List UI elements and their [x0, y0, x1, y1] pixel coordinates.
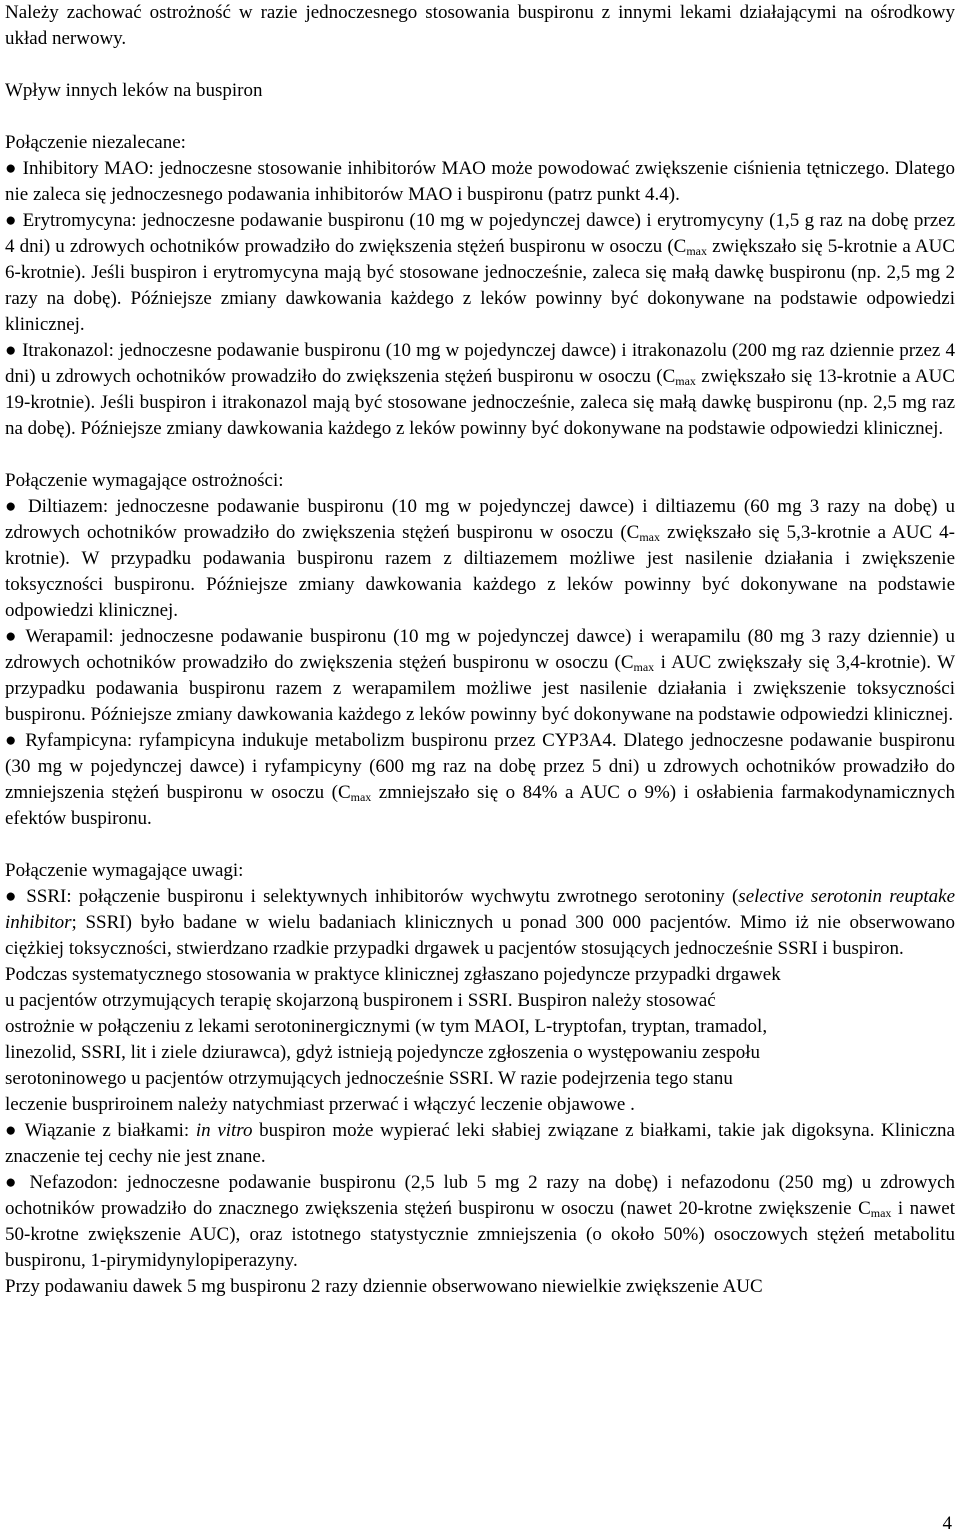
bullet-icon: ●	[5, 1172, 21, 1193]
intro-paragraph: Należy zachować ostrożność w razie jednoczesnego stosowania buspironu z innymi lekami działającymi na ośrodkowy układ nerwowy.	[5, 2, 955, 49]
item-text-cont: ; SSRI) było badane w wielu badaniach klinicznych u ponad 300 000 pacjentów. Mimo iż nie obserwowano ciężkiej toksyczności, stwierdzano rzadkie przypadki drgawek u pacjentów stosujących jednocześnie SSRI i buspiron.	[5, 912, 955, 959]
text-line: u pacjentów otrzymujących terapię skojarzoną buspironem i SSRI. Buspiron należy stosować	[5, 990, 716, 1011]
item-ssri	[5, 884, 955, 962]
item-text: Nefazodon: jednoczesne podawanie buspironu (2,5 lub 5 mg 2 razy na dobę) i nefazodonu (250 mg) u zdrowych ochotników prowadziło do znacznego zwiększenia stężeń buspironu w osoczu (nawet 20-krotne zwiększenie C	[5, 1172, 956, 1219]
item-text-cont: i nawet 50-krotne zwiększenie AUC), oraz istotnego statystycznie zmniejszenia (o około 50%) osoczowych stężeń metabolitu buspironu, 1-pirymidynylopiperazyny.	[5, 1198, 955, 1271]
subscript-max: max	[675, 374, 696, 388]
item-text: Erytromycyna: jednoczesne podawanie buspironu (10 mg w pojedynczej dawce) i erytromycyny (1,5 g raz na dobę przez 4 dni) u zdrowych ochotników prowadziło do zwiększenia stężeń buspironu w osoczu (C	[5, 210, 955, 257]
item-protein-binding	[5, 1118, 955, 1170]
subscript-max: max	[633, 660, 655, 674]
bullet-icon: ●	[5, 210, 18, 231]
ssri-followup-paragraph	[5, 962, 955, 1118]
item-itraconazole	[5, 338, 955, 442]
item-text: Itrakonazol: jednoczesne podawanie buspironu (10 mg w pojedynczej dawce) i itrakonazolu (200 mg raz dziennie przez 4 dni) u zdrowych ochotników prowadziło do zwiększenia stężeń buspironu w osoczu (C	[5, 340, 956, 387]
text-line: leczenie buspriroinem należy natychmiast przerwać i włączyć leczenie objawowe .	[5, 1094, 635, 1115]
item-text-cont: zwiększało się 5-krotnie a AUC 6-krotnie). Jeśli buspiron i erytromycyna mają być stosowane jednocześnie, zaleca się małą dawkę buspironu (np. 2,5 mg 2 razy na dobę). Późniejsze zmiany dawkowania każdego z leków powinny być dokonywane na podstawie odpowiedzi klinicznej.	[5, 236, 956, 335]
heading-caution: Połączenie wymagające ostrożności:	[5, 470, 284, 491]
item-nefazodone	[5, 1170, 955, 1274]
bullet-icon: ●	[5, 158, 18, 179]
item-text: Werapamil: jednoczesne podawanie buspironu (10 mg w pojedynczej dawce) i werapamilu (80 mg 3 razy dziennie) u zdrowych ochotników prowadziło do zwiększenia stężeń buspironu w osoczu (C	[5, 626, 955, 673]
item-rifampicin	[5, 728, 955, 832]
bullet-icon: ●	[5, 730, 19, 751]
section-heading-effects: Wpływ innych leków na buspiron	[5, 80, 263, 101]
item-text-italic: in vitro	[195, 1120, 253, 1141]
subscript-max: max	[350, 790, 372, 804]
item-text-cont: zmniejszało się o 84% a AUC o 9%) i osłabienia farmakodynamicznych efektów buspironu.	[5, 782, 955, 829]
subscript-max: max	[870, 1206, 892, 1220]
text-line: Podczas systematycznego stosowania w praktyce klinicznej zgłaszano pojedyncze przypadki drgawek	[5, 964, 781, 985]
bullet-icon: ●	[5, 496, 20, 517]
text-line: linezolid, SSRI, lit i ziele dziurawca), gdyż istnieją pojedyncze zgłoszenia o występowaniu zespołu	[5, 1042, 761, 1063]
page-number: 4	[942, 1513, 952, 1534]
item-verapamil	[5, 624, 955, 728]
bullet-icon: ●	[5, 626, 19, 647]
item-mao-inhibitors	[5, 156, 955, 208]
item-text: Ryfampicyna: ryfampicyna indukuje metabolizm buspironu przez CYP3A4. Dlatego jednoczesne podawanie buspironu (30 mg w pojedynczej dawce) i ryfampicyny (600 mg raz na dobę przez 5 dni) u zdrowych ochotników prowadziło do zmniejszenia stężeń buspironu w osoczu (C	[5, 730, 955, 803]
item-erythromycin	[5, 208, 955, 338]
bullet-icon: ●	[5, 340, 17, 361]
item-text-cont: i AUC zwiększały się 3,4-krotnie). W przypadku podawania buspironu razem z werapamilem możliwe jest nasilenie działania i zwiększenie toksyczności buspironu. Późniejsze zmiany dawkowania każdego z leków powinny być dokonywane na podstawie odpowiedzi klinicznej.	[5, 652, 955, 725]
item-text-cont: zwiększało się 13-krotnie a AUC 19-krotnie). Jeśli buspiron i itrakonazol mają być stosowane jednocześnie, zaleca się małą dawkę buspironu (np. 2,5 mg raz na dobę). Późniejsze zmiany dawkowania każdego z leków powinny być dokonywane na podstawie odpowiedzi klinicznej.	[5, 366, 956, 439]
item-diltiazem	[5, 494, 955, 624]
text-line: ostrożnie w połączeniu z lekami serotoninergicznymi (w tym MAOI, L-tryptofan, tryptan, tramadol,	[5, 1016, 768, 1037]
bullet-icon: ●	[5, 886, 19, 907]
document-page	[5, 0, 955, 1300]
subscript-max: max	[639, 530, 660, 544]
subscript-max: max	[686, 244, 707, 258]
item-text-italic: selective serotonin reuptake inhibitor	[5, 886, 956, 933]
item-text: Wiązanie z białkami:	[24, 1120, 196, 1141]
item-text: Inhibitory MAO: jednoczesne stosowanie inhibitorów MAO może powodować zwiększenie ciśnienia tętniczego. Dlatego nie zaleca się jednoczesnego podawania inhibitorów MAO i buspironu (patrz punkt 4.4).	[5, 158, 955, 205]
bullet-icon: ●	[5, 1120, 19, 1141]
item-text: SSRI: połączenie buspironu i selektywnych inhibitorów wychwytu zwrotnego serotoniny (	[26, 886, 739, 907]
heading-not-recommended: Połączenie niezalecane:	[5, 132, 186, 153]
item-text-cont: zwiększało się 5,3-krotnie a AUC 4-krotnie). W przypadku podawania buspironu razem z diltiazemem możliwe jest nasilenie działania i zwiększenie toksyczności buspironu. Późniejsze zmiany dawkowania każdego z leków powinny być dokonywane na podstawie odpowiedzi klinicznej.	[5, 522, 955, 621]
item-text-cont: buspiron może wypierać leki słabiej związane z białkami, takie jak digoksyna. Kliniczna znaczenie tej cechy nie jest znane.	[5, 1120, 955, 1167]
last-line: Przy podawaniu dawek 5 mg buspironu 2 razy dziennie obserwowano niewielkie zwiększenie AUC	[5, 1276, 763, 1297]
item-text: Diltiazem: jednoczesne podawanie buspironu (10 mg w pojedynczej dawce) i diltiazemu (60 mg 3 razy na dobę) u zdrowych ochotników prowadziło do zwiększenia stężeń buspironu w osoczu (C	[5, 496, 956, 543]
text-line: serotoninowego u pacjentów otrzymujących jednocześnie SSRI. W razie podejrzenia tego stanu	[5, 1068, 733, 1089]
heading-attention: Połączenie wymagające uwagi:	[5, 860, 244, 881]
